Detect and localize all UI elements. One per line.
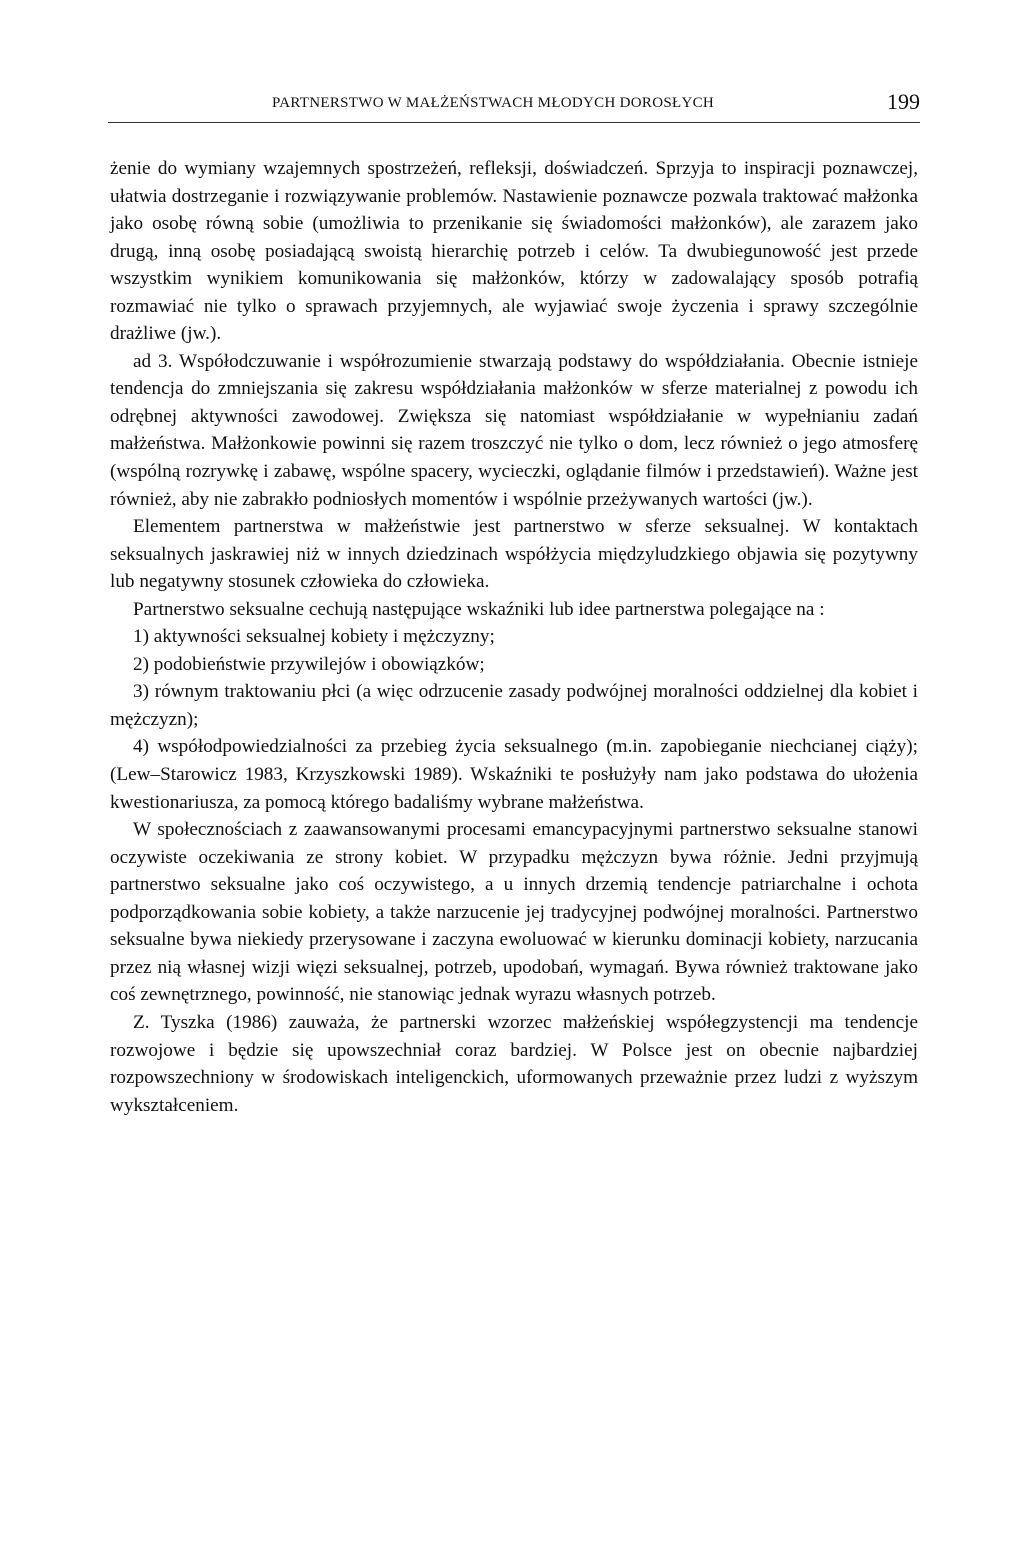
page-number: 199 [887,89,920,114]
list-item-3: 3) równym traktowaniu płci (a więc odrzucenie zasady podwójnej moralności oddzielnej dla kobiet i mężczyzn); [110,681,918,730]
list-item-4: 4) współodpowiedzialności za przebieg życia seksualnego (m.in. zapobieganie niechcianej ciąży); (Lew–Starowicz 1983, Krzyszkowski 1989). Wskaźniki te posłużyły nam jako podstawa do ułożenia kwestionariusza, za pomocą którego badaliśmy wybrane małżeństwa. [110,736,918,813]
paragraph-indicators-intro: Partnerstwo seksualne cechują następujące wskaźniki lub idee partnerstwa polegające na : [133,598,825,620]
paragraph-sexual-partnership: Elementem partnerstwa w małżeństwie jest partnerstwo w sferze seksualnej. W kontaktach seksualnych jaskrawiej niż w innych dziedzinach współżycia międzyludzkiego objawia się pozytywny lub negatywny stosunek człowieka do człowieka. [110,516,918,593]
paragraph-emancipation: W społecznościach z zaawansowanymi procesami emancypacyjnymi partnerstwo seksualne stanowi oczywiste oczekiwania ze strony kobiet. W przypadku mężczyzn bywa różnie. Jedni przyjmują partnerstwo seksualne jako coś oczywistego, a u innych drzemią tendencje patriarchalne i ochota podporządkowania sobie kobiety, a także narzucenie jej tradycyjnej podwójnej moralności. Partnerstwo seksualne bywa niekiedy przerysowane i zaczyna ewoluować w kierunku dominacji kobiety, narzucania przez nią własnej wizji więzi seksualnej, potrzeb, upodobań, wymagań. Bywa również traktowane jako coś zewnętrznego, powinność, nie stanowiąc jednak wyrazu własnych potrzeb. [110,819,918,1006]
paragraph-tyszka: Z. Tyszka (1986) zauważa, że partnerski wzorzec małżeńskiej współegzystencji ma tendencje rozwojowe i będzie się upowszechniał coraz bardziej. W Polsce jest on obecnie najbardziej rozpowszechniony w środowiskach inteligenckich, uformowanych przeważnie przez ludzi z wyższym wykształceniem. [110,1011,918,1116]
paragraph-ad-3: ad 3. Współodczuwanie i współrozumienie stwarzają podstawy do współdziałania. Obecnie istnieje tendencja do zmniejszania się zakresu współdziałania małżonków w sferze materialnej z powodu ich odrębnej aktywności zawodowej. Zwiększa się natomiast współdziałanie w wypełnianiu zadań małżeństwa. Małżonkowie powinni się razem troszczyć nie tylko o dom, lecz również o jego atmosferę (wspólną rozrywkę i zabawę, wspólne spacery, wycieczki, oglądanie filmów i przedstawień). Ważne jest również, aby nie zabrakło podniosłych momentów i wspólnie przeżywanych wartości (jw.). [110,350,918,510]
running-header [108,89,920,123]
body-text [110,155,918,1119]
list-item-1: 1) aktywności seksualnej kobiety i mężczyzny; [133,626,495,648]
paragraph-continuation: żenie do wymiany wzajemnych spostrzeżeń, refleksji, doświadczeń. Sprzyja to inspiracji poznawczej, ułatwia dostrzeganie i rozwiązywanie problemów. Nastawienie poznawcze pozwala traktować małżonka jako osobę równą sobie (umożliwia to przenikanie się świadomości małżonków), ale zarazem jako drugą, inną osobę posiadającą swoistą hierarchię potrzeb i celów. Ta dwubiegunowość jest przede wszystkim wynikiem komunikowania się małżonków, którzy w zadowalający sposób potrafią rozmawiać nie tylko o sprawach przyjemnych, ale wyjawiać swoje życzenia i sprawy szczególnie drażliwe (jw.). [110,158,918,345]
running-title: PARTNERSTWO W MAŁŻEŃSTWACH MŁODYCH DOROSŁYCH [272,95,715,111]
list-item-2: 2) podobieństwie przywilejów i obowiązków; [133,653,485,675]
